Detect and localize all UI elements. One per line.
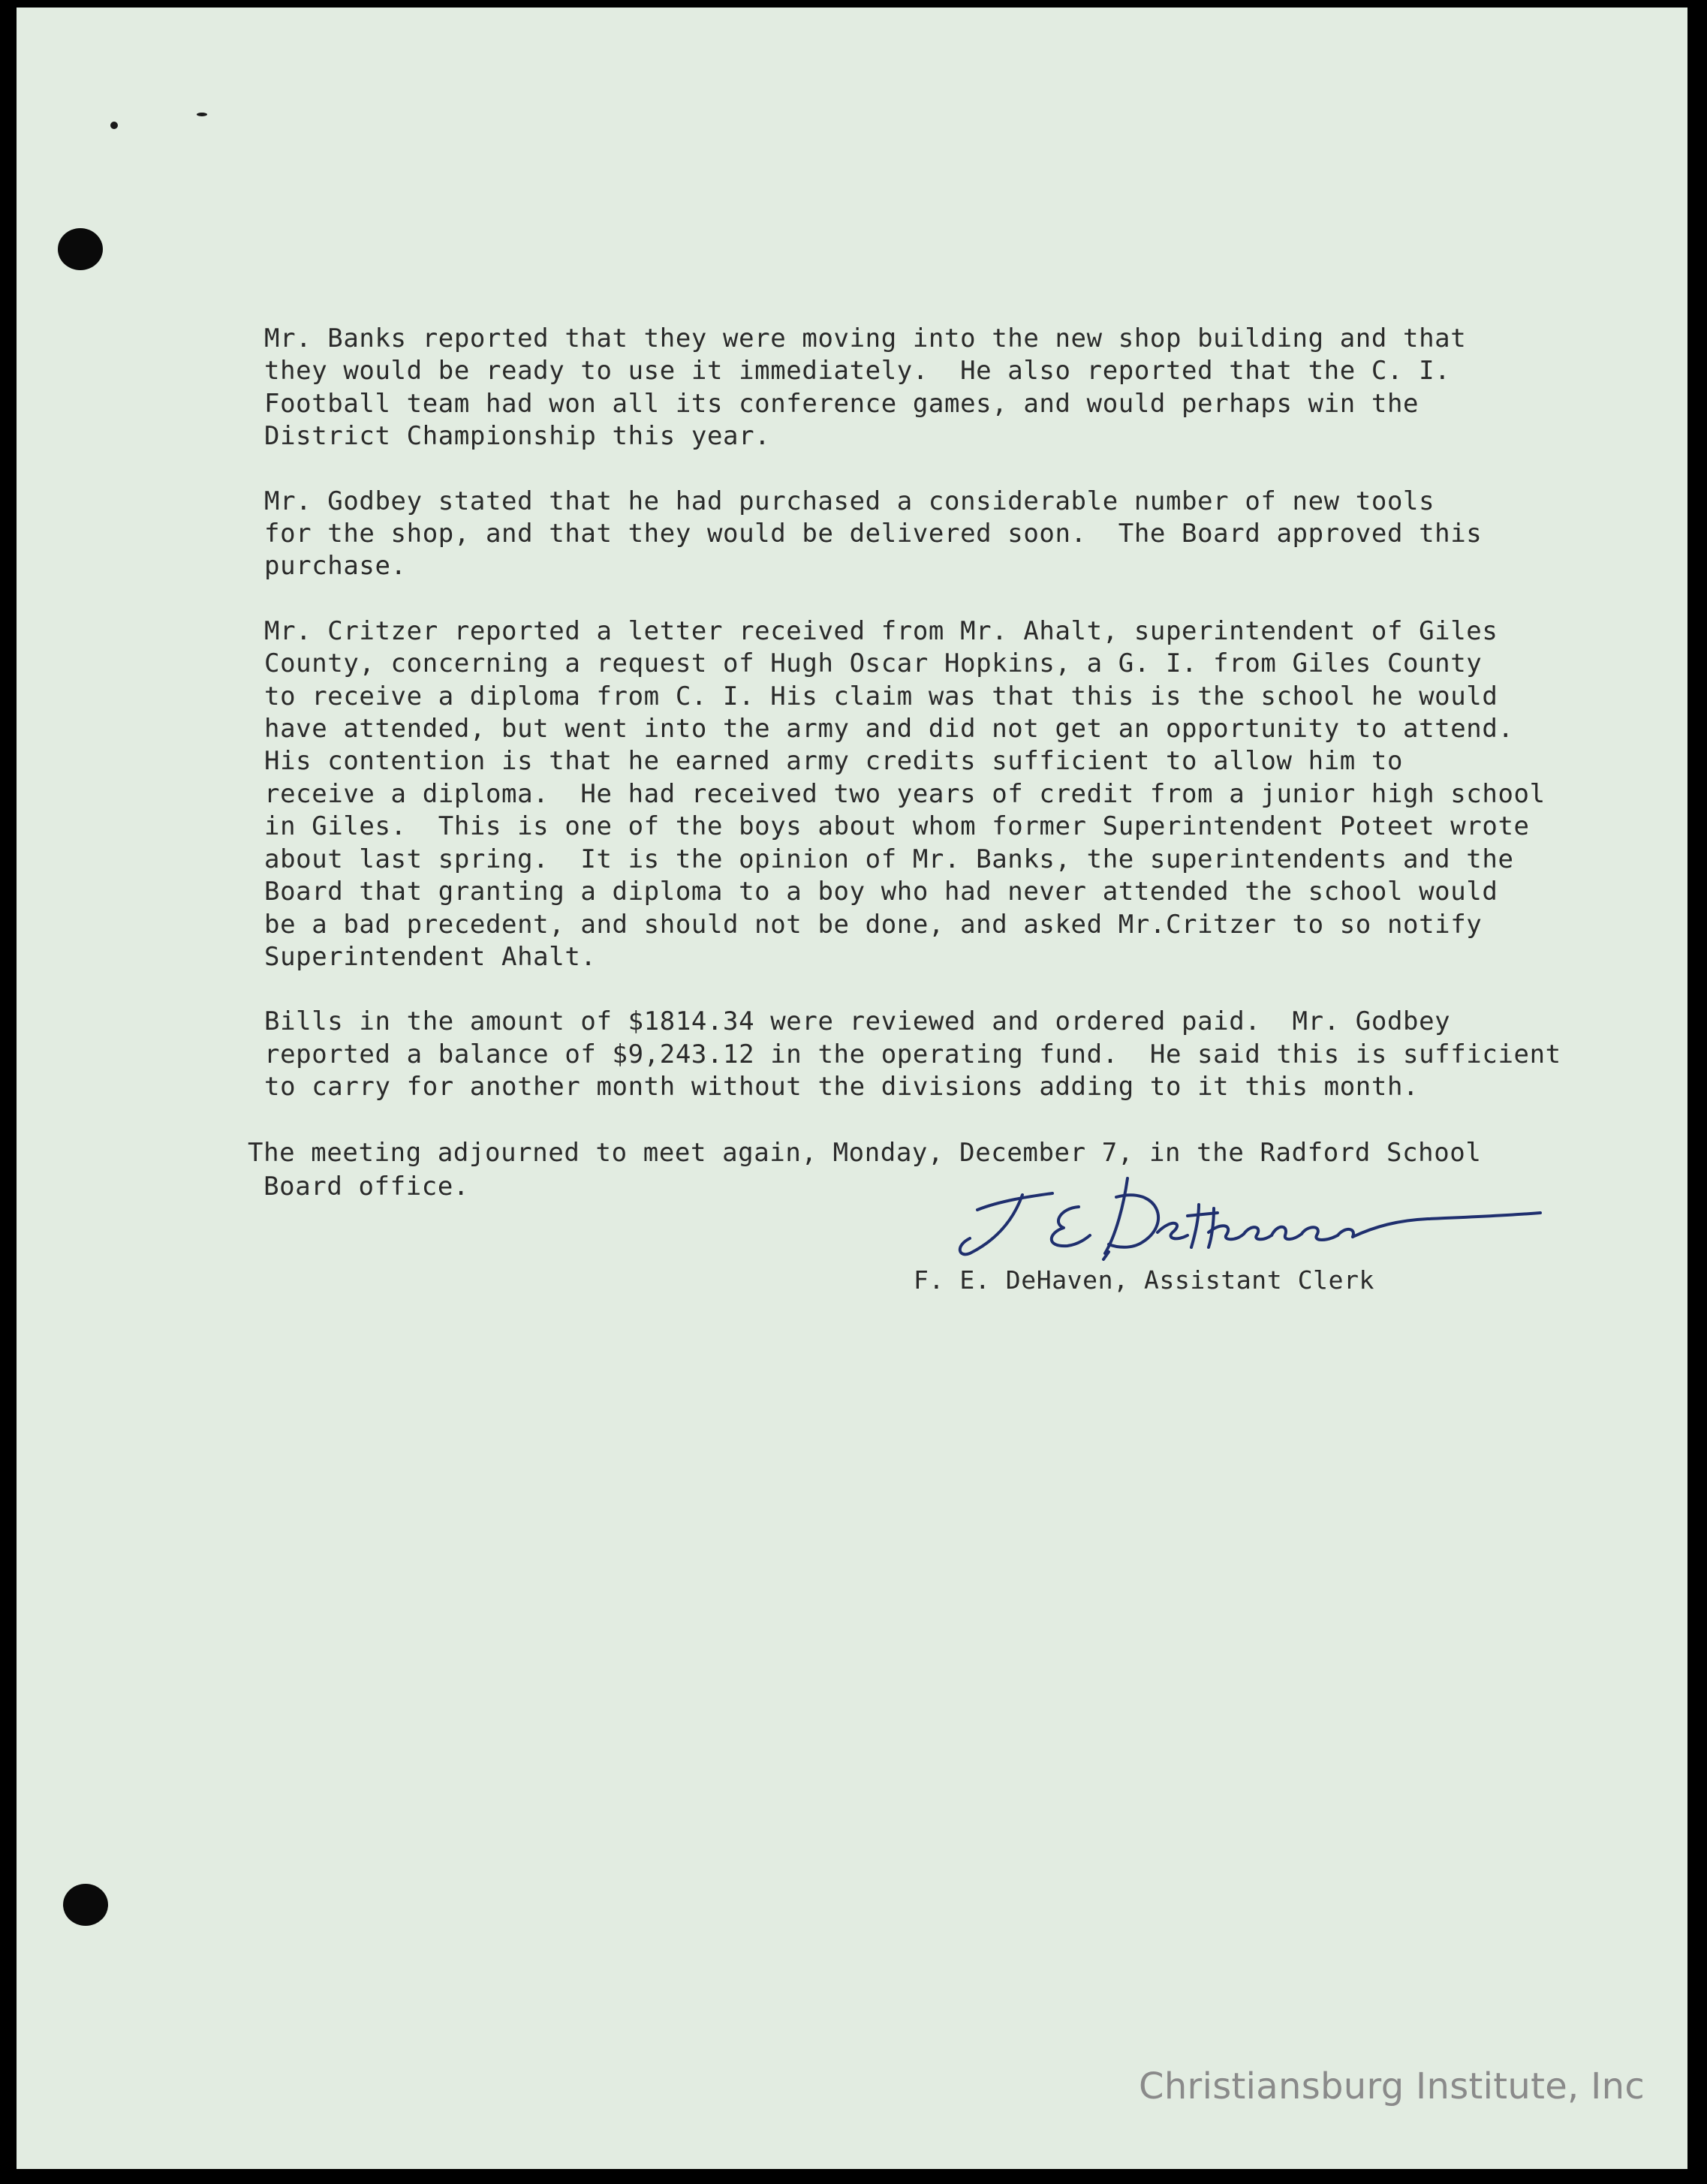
paper-speck <box>110 122 118 129</box>
document-page <box>17 8 1687 2169</box>
paragraph-shop-building: Mr. Banks reported that they were moving into the new shop building and that they would be ready to use it immediately. He also reported that the C. I. Football team had won all its conference games, and would perhaps win the District Championship this year. <box>264 323 1467 452</box>
signer-line: F. E. DeHaven, Assistant Clerk <box>914 1265 1375 1295</box>
punch-hole-bottom <box>63 1884 108 1926</box>
paper-speck <box>197 113 207 116</box>
handwritten-signature <box>947 1163 1548 1268</box>
minutes-body <box>264 323 1630 1136</box>
adjournment-text: The meeting adjourned to meet again, Monday, December 7, in the Radford School Board office. <box>248 1138 1482 1202</box>
paragraph-new-tools: Mr. Godbey stated that he had purchased a considerable number of new tools for the shop, and that they would be delivered soon. The Board approved this purchase. <box>264 486 1483 582</box>
paragraph-diploma-request: Mr. Critzer reported a letter received from Mr. Ahalt, superintendent of Giles County, concerning a request of Hugh Oscar Hopkins, a G. I. from Giles County to receive a diploma from C. I. His claim was that this is the school he would have attended, but went into the army and did not get an opportunity to attend. His contention is that he earned army credits sufficient to allow him to receive a diploma. He had received two years of credit from a junior high school in Giles. This is one of the boys about whom former Superintendent Poteet wrote about last spring. It is the opinion of Mr. Banks, the superintendents and the Board that granting a diploma to a boy who had never attended the school would be a bad precedent, and should not be done, and asked Mr.Critzer to so notify Superintendent Ahalt. <box>264 615 1546 972</box>
punch-hole-top <box>58 228 103 270</box>
paragraph-bills: Bills in the amount of $1814.34 were reviewed and ordered paid. Mr. Godbey reported a balance of $9,243.12 in the operating fund. He said this is sufficient to carry for another month without the divisions adding to it this month. <box>264 1006 1561 1103</box>
archive-watermark: Christiansburg Institute, Inc <box>1139 2065 1645 2107</box>
